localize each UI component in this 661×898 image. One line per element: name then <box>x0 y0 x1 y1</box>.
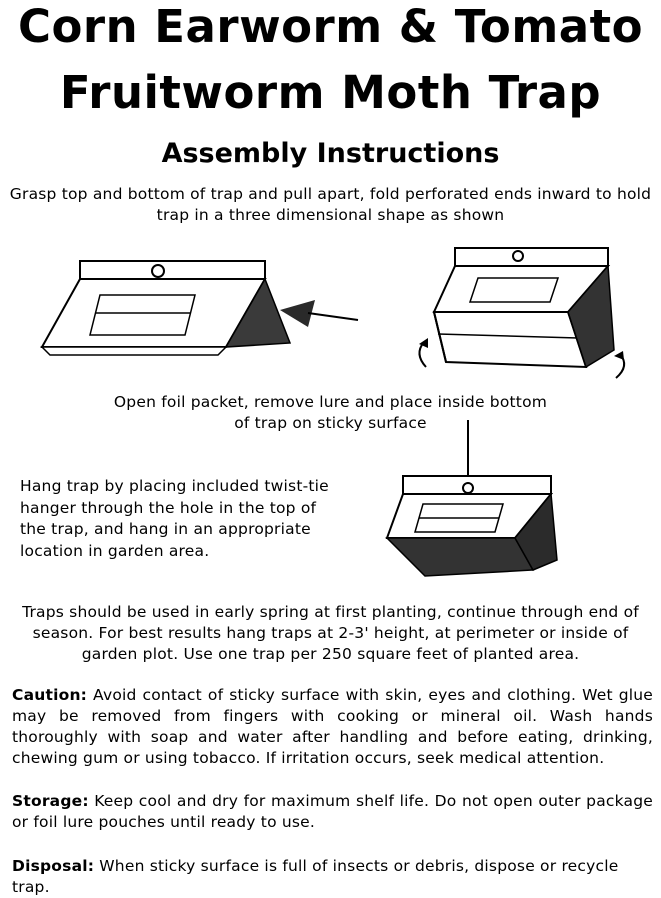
subtitle: Assembly Instructions <box>161 138 500 169</box>
storage-text: Keep cool and dry for maximum shelf life. Do not open outer package or foil lure pouches until ready to use. <box>12 792 653 831</box>
caution-section <box>12 685 653 769</box>
step-1-text: Grasp top and bottom of trap and pull apart, fold perforated ends inward to hold trap in a three dimensional shape as shown <box>9 185 652 224</box>
title-line-2: Fruitworm Moth Trap <box>59 66 602 119</box>
caution-text: Avoid contact of sticky surface with skin, eyes and clothing. Wet glue may be removed from fingers with cooking or mineral oil. Wash hands thoroughly with soap and water after handling and before eating, drinking, chewing gum or using tobacco. If irritation occurs, seek medical attention. <box>12 686 653 767</box>
caution-label: Caution: <box>12 686 88 704</box>
step-3-line-4: location in garden area. <box>20 541 210 560</box>
step-3-line-2: hanger through the hole in the top of <box>20 498 317 517</box>
step-3-line-1: Hang trap by placing included twist-tie <box>20 477 329 495</box>
storage-label: Storage: <box>12 792 89 810</box>
title-line-1: Corn Earworm & Tomato <box>17 0 644 53</box>
step-3-text <box>20 476 380 562</box>
flat-trap-illustration <box>40 255 360 365</box>
storage-section <box>12 791 653 833</box>
disposal-text: When sticky surface is full of insects or debris, dispose or recycle trap. <box>12 857 619 896</box>
step-2-line-1: Open foil packet, remove lure and place inside bottom <box>113 393 548 411</box>
disposal-section <box>12 856 657 898</box>
hanging-trap-illustration <box>385 420 560 580</box>
step-2-line-2: of trap on sticky surface <box>234 414 427 432</box>
disposal-label: Disposal: <box>12 857 95 875</box>
usage-text: Traps should be used in early spring at first planting, continue through end of season. For best results hang traps at 2-3' height, at perimeter or inside of garden plot. Use one trap per 250 square feet of planted area. <box>22 603 639 663</box>
step-3-line-3: the trap, and hang in an appropriate <box>20 520 311 538</box>
folded-trap-illustration <box>408 242 630 382</box>
